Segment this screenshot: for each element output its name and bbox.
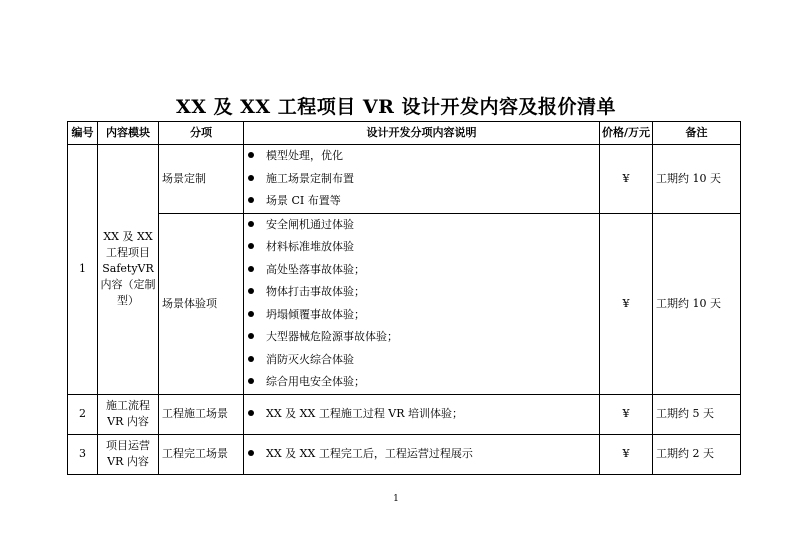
list-item (248, 168, 599, 191)
price-cell: ¥ (600, 213, 653, 394)
bullet-text: 场景 CI 布置等 (266, 194, 341, 207)
list-item (248, 145, 599, 168)
row-number: 3 (68, 434, 98, 474)
row-module: 施工流程 VR 内容 (98, 394, 159, 434)
bullet-text: 高处坠落事故体验； (266, 262, 365, 276)
bullet-text: XX 及 XX 工程施工过程 VR 培训体验； (266, 406, 464, 420)
header-price: 价格/万元 (600, 122, 653, 145)
list-item (248, 326, 599, 349)
header-sub: 分项 (159, 122, 244, 145)
bullet-icon (248, 221, 254, 227)
bullet-icon (248, 197, 254, 203)
row-number: 2 (68, 394, 98, 434)
bullet-text: 综合用电安全体验； (266, 375, 365, 388)
bullet-text: 消防灭火综合体验 (266, 352, 354, 366)
list-item (248, 371, 599, 394)
subitem-description (244, 434, 600, 474)
price-cell: ¥ (600, 434, 653, 474)
table-header-row (68, 122, 741, 145)
list-item (248, 281, 599, 304)
bullet-text: 物体打击事故体验； (266, 285, 365, 298)
bullet-icon (248, 378, 254, 384)
bullet-text: XX 及 XX 工程完工后，工程运营过程展示 (266, 446, 473, 460)
bullet-list (244, 145, 599, 213)
header-module: 内容模块 (98, 122, 159, 145)
row-module: XX 及 XX 工程项目 SafetyVR 内容（定制型） (98, 145, 159, 395)
list-item (248, 443, 599, 466)
price-cell: ¥ (600, 145, 653, 214)
list-item (248, 190, 599, 213)
bullet-icon (248, 175, 254, 181)
subitem-name: 场景定制 (159, 145, 244, 214)
bullet-text: 施工场景定制布置 (266, 171, 354, 185)
bullet-text: 材料标准堆放体验 (266, 240, 354, 253)
bullet-icon (248, 266, 254, 272)
list-item (248, 304, 599, 327)
bullet-icon (248, 288, 254, 294)
bullet-list (244, 214, 599, 394)
list-item (248, 214, 599, 237)
bullet-text: 坍塌倾覆事故体验； (266, 307, 365, 321)
note-cell: 工期约 2 天 (653, 434, 741, 474)
list-item (248, 259, 599, 282)
row-number: 1 (68, 145, 98, 395)
bullet-icon (248, 450, 254, 456)
subitem-description (244, 145, 600, 214)
bullet-list (244, 443, 599, 466)
note-cell: 工期约 10 天 (653, 213, 741, 394)
price-cell: ¥ (600, 394, 653, 434)
header-note: 备注 (653, 122, 741, 145)
subitem-description (244, 394, 600, 434)
bullet-icon (248, 311, 254, 317)
subitem-name: 场景体验项 (159, 213, 244, 394)
table-row (68, 213, 741, 394)
bullet-text: 模型处理，优化 (266, 149, 343, 162)
row-module: 项目运营 VR 内容 (98, 434, 159, 474)
bullet-icon (248, 356, 254, 362)
bullet-list (244, 403, 599, 426)
table-row (68, 434, 741, 474)
list-item (248, 236, 599, 259)
document-title: XX 及 XX 工程项目 VR 设计开发内容及报价清单 (175, 96, 617, 118)
bullet-icon (248, 152, 254, 158)
bullet-icon (248, 333, 254, 339)
header-desc: 设计开发分项内容说明 (244, 122, 600, 145)
subitem-name: 工程施工场景 (159, 394, 244, 434)
bullet-icon (248, 410, 254, 416)
list-item (248, 403, 599, 426)
quote-table (67, 121, 741, 475)
list-item (248, 349, 599, 372)
subitem-name: 工程完工场景 (159, 434, 244, 474)
bullet-text: 大型器械危险源事故体验； (266, 330, 398, 343)
bullet-icon (248, 243, 254, 249)
note-cell: 工期约 10 天 (653, 145, 741, 214)
table-row (68, 145, 741, 214)
page-number: 1 (393, 494, 399, 504)
note-cell: 工期约 5 天 (653, 394, 741, 434)
bullet-text: 安全闸机通过体验 (266, 217, 354, 231)
header-no: 编号 (68, 122, 98, 145)
table-row (68, 394, 741, 434)
subitem-description (244, 213, 600, 394)
